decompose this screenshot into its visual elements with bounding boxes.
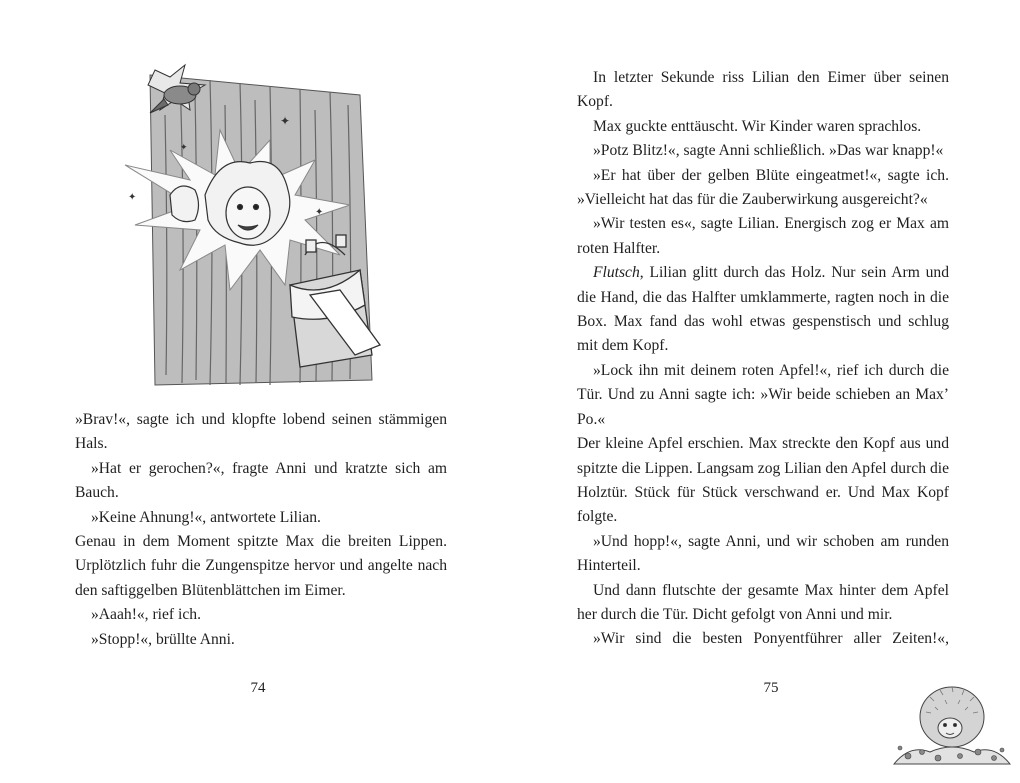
- svg-text:✦: ✦: [128, 192, 137, 203]
- paragraph: »Wir testen es«, sagte Lilian. Energisch zog er Max am roten Halfter.: [577, 215, 949, 257]
- paragraph: »Potz Blitz!«, sagte Anni schließlich. »Das war knapp!«: [593, 142, 944, 160]
- paragraph: »Lock ihn mit deinem roten Apfel!«, rief ich durch die Tür. Und zu Anni sagte ich: »Wir beide schieben an Max’ Po.«: [577, 361, 949, 428]
- paragraph: Und dann flutschte der gesamte Max hinter dem Apfel her durch die Tür. Dicht gefolgt von Anni und mir.: [577, 581, 949, 623]
- paragraph: [577, 261, 949, 359]
- paragraph: »Er hat über der gelben Blüte eingeatmet!«, sagte ich. »Vielleicht hat das für die Zauberwirkung ausgereicht?«: [577, 166, 949, 209]
- paragraph: »Hat er gerochen?«, fragte Anni und kratzte sich am Bauch.: [75, 459, 447, 502]
- paragraph: Der kleine Apfel erschien. Max streckte den Kopf aus und spitzte die Lippen. Langsam zog Lilian den Apfel durch die Holztür. Stück für Stück verschwand er. Und Max Kopf folgte.: [577, 435, 949, 526]
- paragraph: »Aaah!«, rief ich.: [91, 606, 201, 624]
- right-page: [510, 0, 1020, 783]
- paragraph: »Keine Ahnung!«, antwortete Lilian.: [91, 508, 321, 526]
- page-number-left: 74: [250, 680, 266, 696]
- hedgehog-vignette-icon: [890, 672, 1014, 772]
- page-number-right: 75: [763, 680, 779, 696]
- paragraph: »Stopp!«, brüllte Anni.: [91, 630, 235, 648]
- paragraph: »Und hopp!«, sagte Anni, und wir schoben am runden Hinterteil.: [577, 532, 949, 575]
- paragraph-text: Lilian glitt durch das Holz. Nur sein Arm und die Hand, die das Halfter umklammerte, ragten noch in die Box. Max fand das wohl etwas gespenstisch und schlug mit dem Kopf.: [577, 264, 949, 355]
- right-page-text: [577, 66, 949, 652]
- svg-text:✦: ✦: [180, 143, 188, 153]
- svg-text:✦: ✦: [280, 114, 291, 128]
- paragraph: »Brav!«, sagte ich und klopfte lobend seinen stämmigen Hals.: [75, 411, 447, 453]
- girl-with-bucket-illustration-icon: [110, 55, 410, 395]
- paragraph: Max guckte enttäuscht. Wir Kinder waren sprachlos.: [593, 117, 922, 135]
- left-page-text: [75, 408, 447, 652]
- italic-lead-rest: ,: [639, 264, 650, 282]
- paragraph: »Wir sind die besten Ponyentführer aller Zeiten!«,: [593, 630, 949, 648]
- svg-text:✦: ✦: [315, 207, 324, 218]
- italic-lead: Flutsch: [593, 264, 640, 282]
- paragraph: Genau in dem Moment spitzte Max die breiten Lippen. Urplötzlich fuhr die Zungenspitze hervor und angelte nach den saftiggelben Blütenblättchen im Eimer.: [75, 533, 447, 599]
- paragraph: In letzter Sekunde riss Lilian den Eimer über seinen Kopf.: [577, 69, 949, 111]
